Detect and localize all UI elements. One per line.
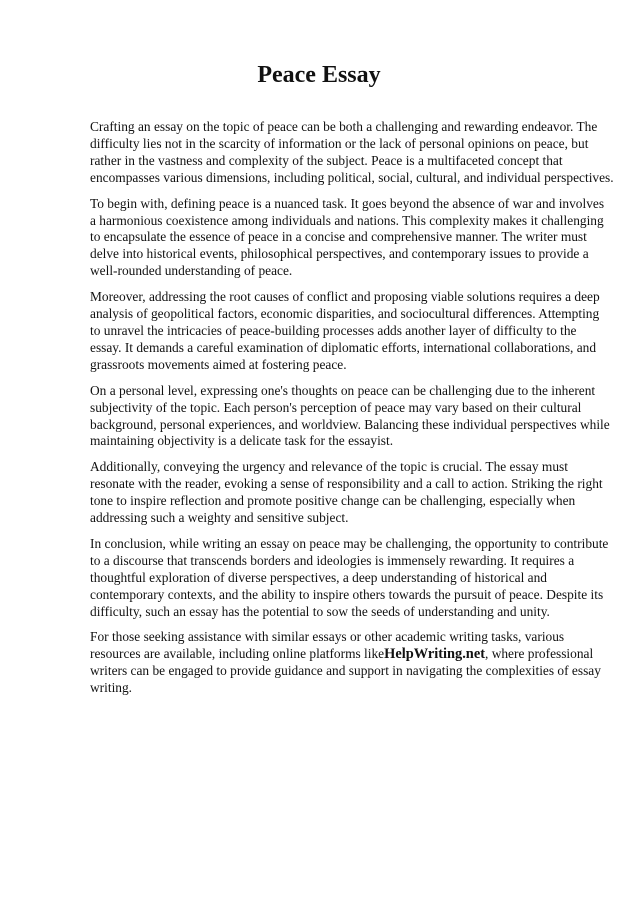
text-line: writers can be engaged to provide guidance and support in navigating the complexities of essay bbox=[90, 663, 601, 679]
text-line: to a discourse that transcends borders and ideologies is immensely rewarding. It requires a bbox=[90, 552, 575, 568]
paragraph-intro bbox=[90, 119, 614, 187]
text-line: delve into historical events, philosophical perspectives, and contemporary issues to provide a bbox=[90, 246, 589, 262]
text-line: difficulty, such an essay has the potential to sow the seeds of understanding and unity. bbox=[90, 603, 550, 619]
text-line: To begin with, defining peace is a nuanced task. It goes beyond the absence of war and involves bbox=[90, 195, 605, 211]
paragraph-urgency bbox=[90, 459, 603, 527]
text-line: essay. It demands a careful examination of diplomatic efforts, international collaborations, and bbox=[90, 339, 597, 355]
text-line: subjectivity of the topic. Each person's perception of peace may vary based on their cultural bbox=[90, 399, 582, 415]
text-line: rather in the vastness and complexity of the subject. Peace is a multifaceted concept that bbox=[90, 152, 563, 168]
text-line: well-rounded understanding of peace. bbox=[90, 263, 293, 279]
text-line: background, personal experiences, and worldview. Balancing these individual perspectives while bbox=[90, 416, 610, 432]
text-line: tone to inspire reflection and promote positive change can be challenging, especially when bbox=[90, 493, 576, 509]
text-line: Moreover, addressing the root causes of conflict and proposing viable solutions requires a deep bbox=[90, 289, 600, 305]
paragraph-closing bbox=[90, 629, 600, 697]
text-line: Crafting an essay on the topic of peace can be both a challenging and rewarding endeavor. The bbox=[90, 119, 598, 134]
text-line-with-link bbox=[90, 646, 600, 663]
text-segment: , where professional bbox=[485, 646, 594, 662]
text-line: For those seeking assistance with similar essays or other academic writing tasks, various bbox=[90, 629, 565, 645]
page-title: Peace Essay bbox=[257, 62, 381, 88]
paragraph-conclusion bbox=[90, 535, 609, 621]
text-segment: resources are available, including online platforms like bbox=[90, 646, 385, 662]
text-line: maintaining objectivity is a delicate task for the essayist. bbox=[90, 433, 394, 449]
text-line: encompasses various dimensions, including political, social, cultural, and individual perspectives. bbox=[90, 169, 614, 185]
text-line: a harmonious coexistence among individuals and nations. This complexity makes it challenging bbox=[90, 212, 604, 228]
text-line: thoughtful exploration of diverse perspectives, a deep understanding of historical and bbox=[90, 569, 548, 585]
text-line: to encapsulate the essence of peace in a concise and comprehensive manner. The writer must bbox=[90, 229, 587, 245]
text-line: On a personal level, expressing one's thoughts on peace can be challenging due to the inherent bbox=[90, 382, 596, 398]
text-line: to unravel the intricacies of peace-building processes adds another layer of difficulty to the bbox=[90, 322, 577, 338]
text-line: resonate with the reader, evoking a sense of responsibility and a call to action. Striking the right bbox=[90, 476, 603, 492]
text-line: writing. bbox=[90, 680, 133, 696]
text-line: contemporary contexts, and the ability to inspire others towards the pursuit of peace. Despite its bbox=[90, 586, 604, 602]
paragraph-defining-peace bbox=[90, 195, 605, 281]
essay-body bbox=[90, 119, 614, 706]
text-line: difficulty lies not in the scarcity of information or the lack of personal opinions on peace, but bbox=[90, 135, 589, 151]
paragraph-root-causes bbox=[90, 289, 600, 374]
text-line: analysis of geopolitical factors, economic disparities, and sociocultural differences. Attempting bbox=[90, 306, 600, 322]
helpwriting-link[interactable]: HelpWriting.net bbox=[384, 646, 485, 663]
paragraph-personal-level bbox=[90, 382, 610, 451]
text-line: Additionally, conveying the urgency and relevance of the topic is crucial. The essay must bbox=[90, 459, 568, 475]
text-line: In conclusion, while writing an essay on peace may be challenging, the opportunity to contribute bbox=[90, 535, 609, 551]
text-line: addressing such a weighty and sensitive subject. bbox=[90, 510, 349, 526]
text-line: grassroots movements aimed at fostering peace. bbox=[90, 356, 347, 372]
